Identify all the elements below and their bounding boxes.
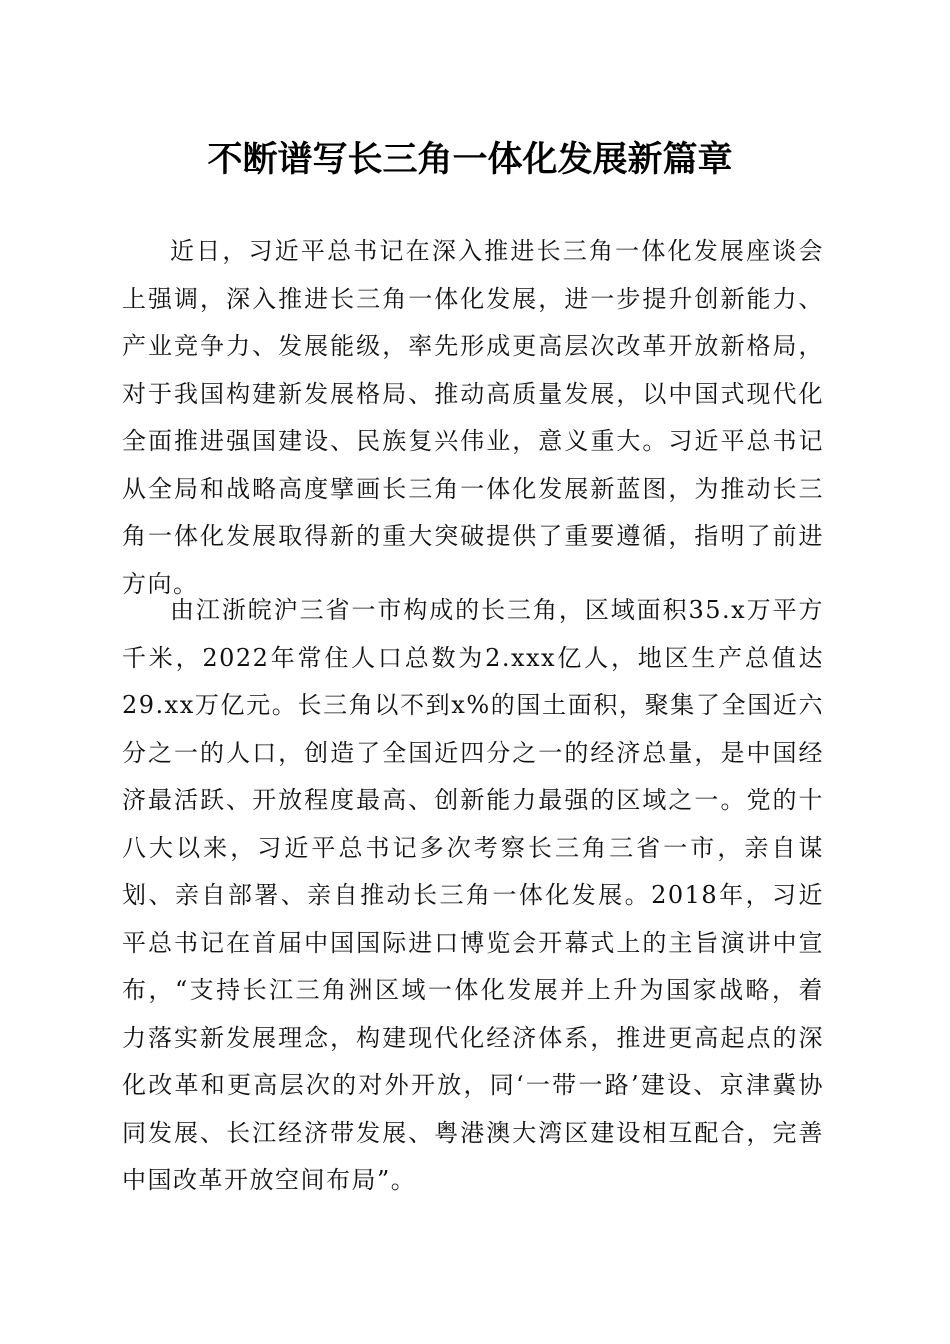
paragraph-2: 由江浙皖沪三省一市构成的长三角，区域面积35.x万平方千米，2022年常住人口总数为2.xxx亿人，地区生产总值达29.xx万亿元。长三角以不到x%的国土面积，聚集了全国近六分之一的人口，创造了全国近四分之一的经济总量，是中国经济最活跃、开放程度最高、创新能力最强的区域之一。党的十八大以来，习近平总书记多次考察长三角三省一市，亲自谋划、亲自部署、亲自推动长三角一体化发展。2018年，习近平总书记在首届中国国际进口博览会开幕式上的主旨演讲中宣布，“支持长江三角洲区域一体化发展并上升为国家战略，着力落实新发展理念，构建现代化经济体系，推进更高起点的深化改革和更高层次的对外开放，同‘一带一路’建设、京津冀协同发展、长江经济带发展、粤港澳大湾区建设相互配合，完善中国改革开放空间布局”。 (122, 596, 824, 1194)
document-title: 不断谱写长三角一体化发展新篇章 (207, 139, 733, 180)
paragraph-1-block (122, 228, 824, 608)
paragraph-1: 近日，习近平总书记在深入推进长三角一体化发展座谈会上强调，深入推进长三角一体化发展，进一步提升创新能力、产业竞争力、发展能级，率先形成更高层次改革开放新格局，对于我国构建新发展格局、推动高质量发展，以中国式现代化全面推进强国建设、民族复兴伟业，意义重大。习近平总书记从全局和战略高度擘画长三角一体化发展新蓝图，为推动长三角一体化发展取得新的重大突破提供了重要遵循，指明了前进方向。 (122, 237, 824, 598)
paragraph-2-block (122, 587, 824, 1205)
